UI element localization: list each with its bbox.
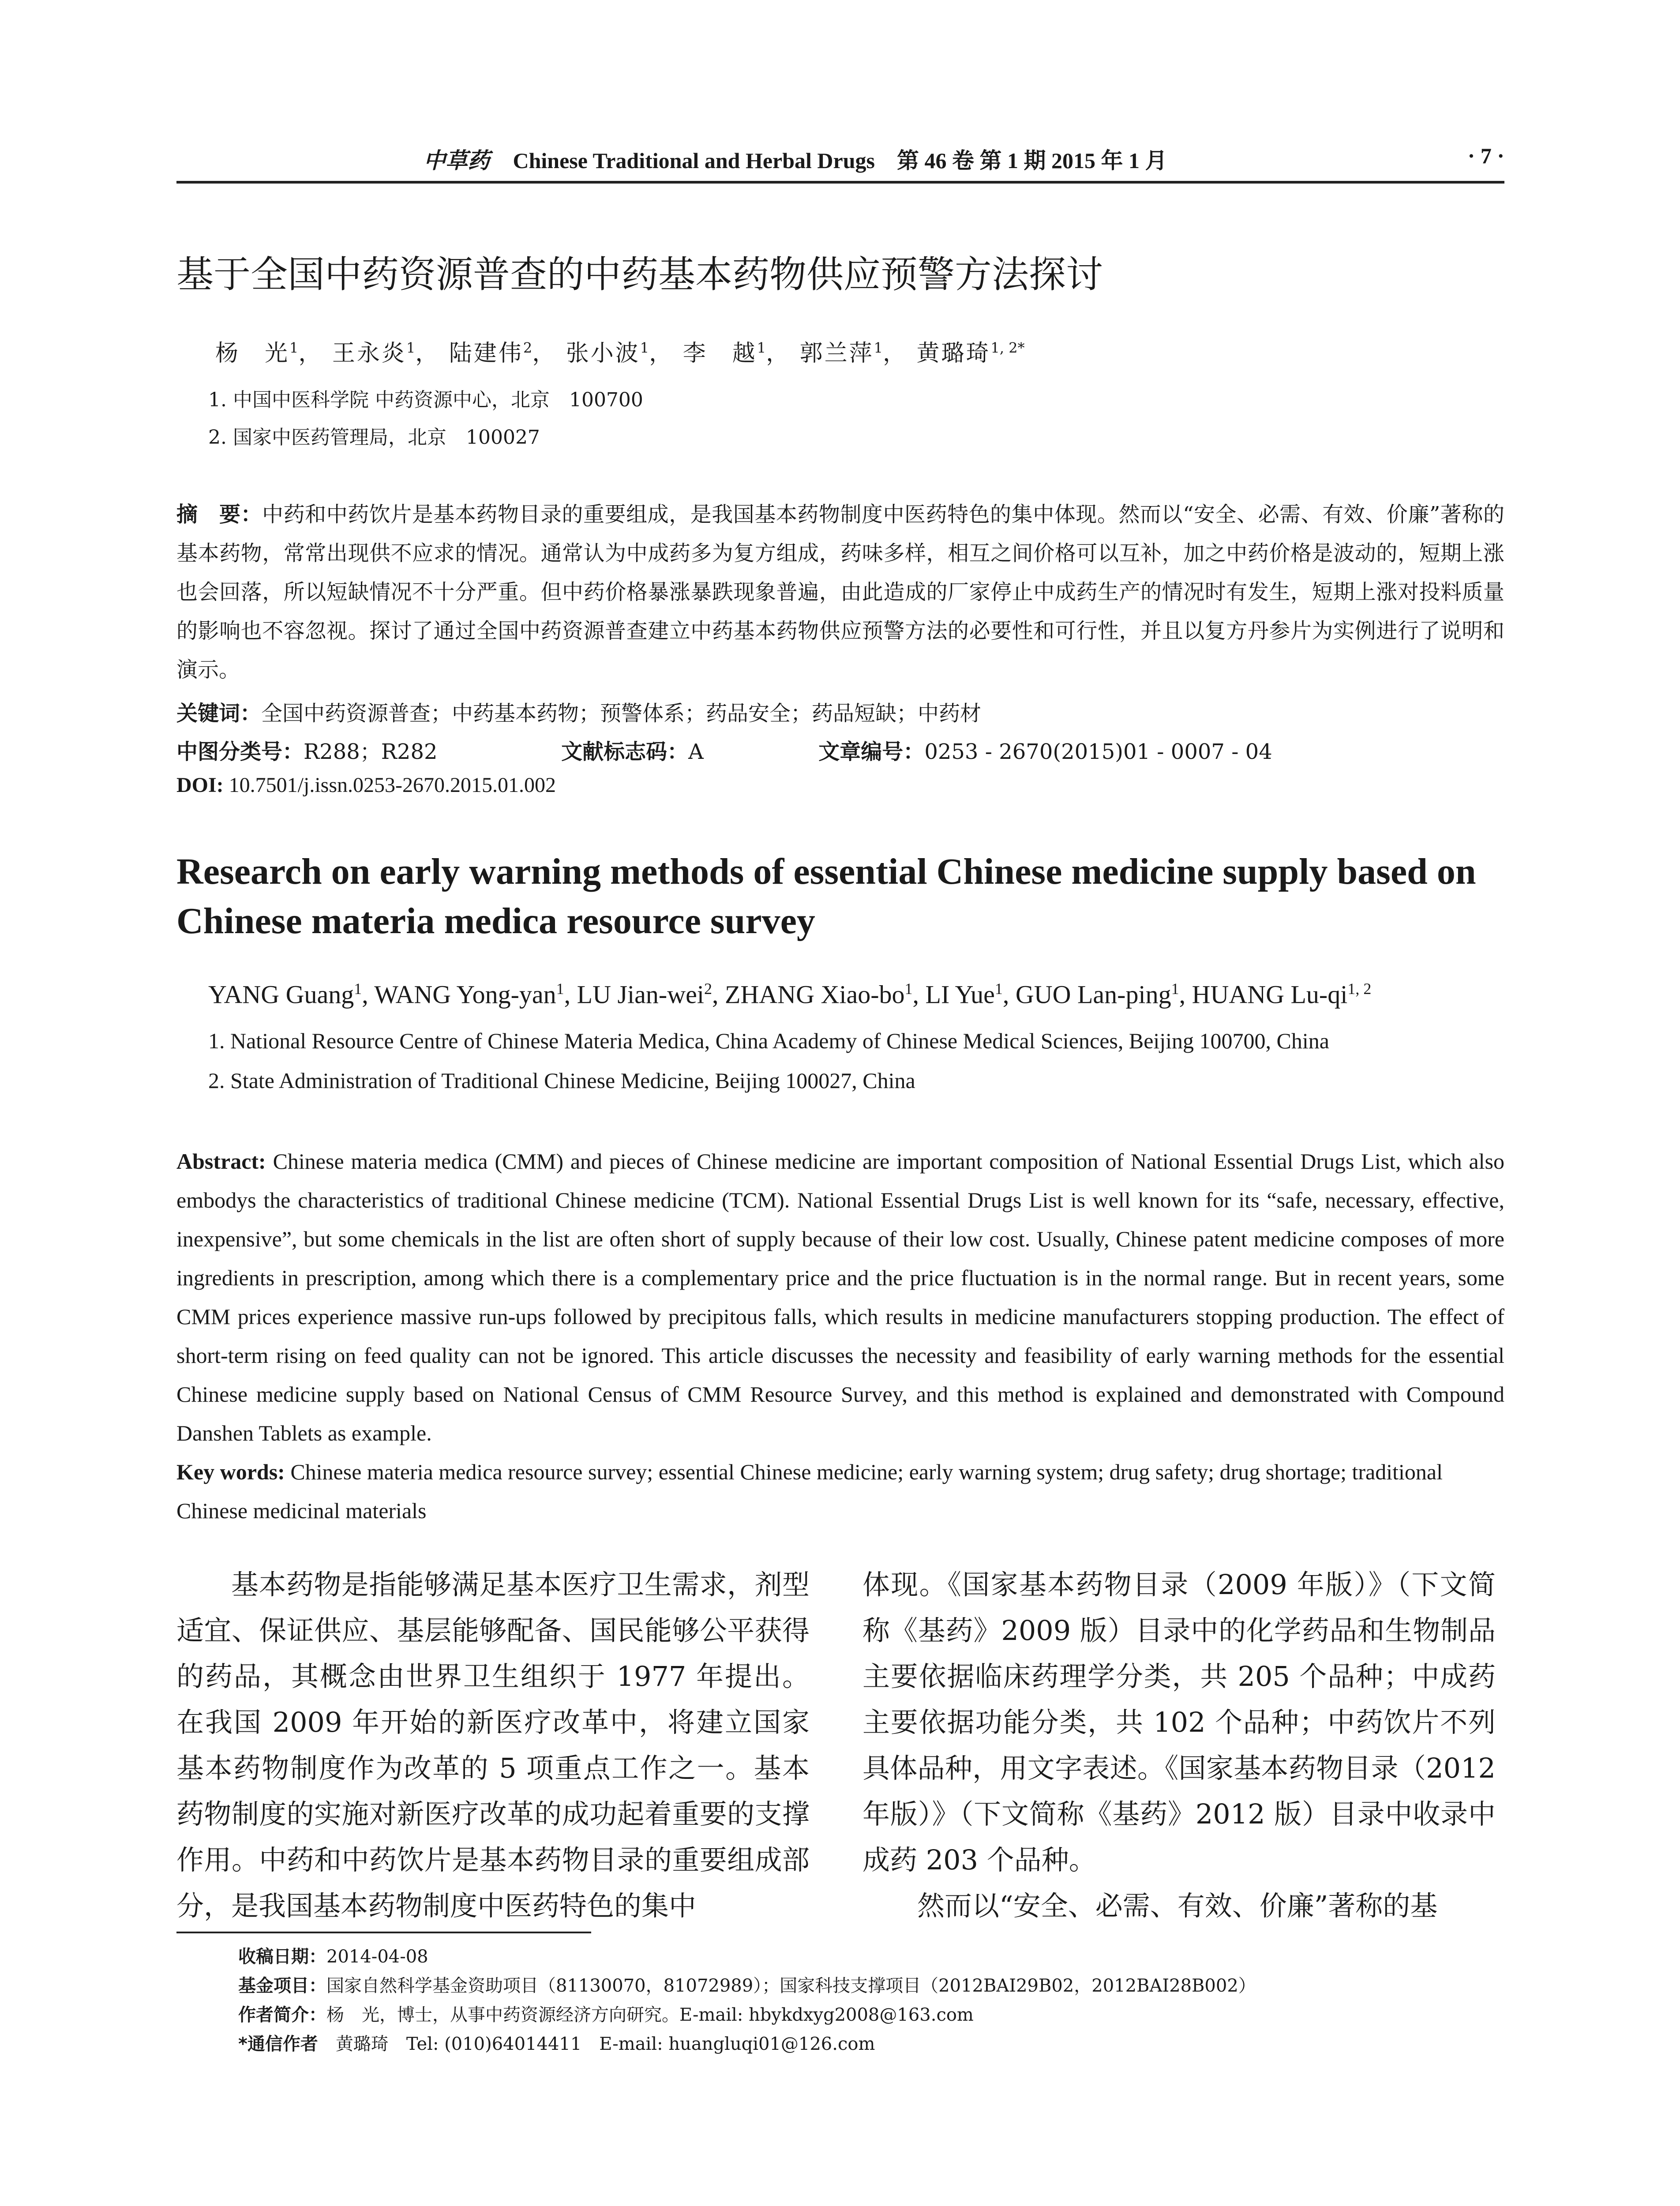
author-separator: ， <box>532 340 557 367</box>
author-affiliation-mark: 1 <box>874 339 883 356</box>
english-authors <box>208 979 1371 1009</box>
author-name: LU Jian-wei <box>577 980 704 1009</box>
corresponding-label: *通信作者 <box>238 2034 318 2054</box>
keywords-text: 全国中药资源普查；中药基本药物；预警体系；药品安全；药品短缺；中药材 <box>261 701 982 726</box>
chinese-affiliation-1: 1. 中国中医科学院 中药资源中心，北京 100700 <box>208 389 643 411</box>
article-no-label: 文章编号： <box>818 739 925 764</box>
footnote-author <box>238 2000 1256 2030</box>
keywords-text: Chinese materia medica resource survey; essential Chinese medicine; early warning system; drug safety; drug shortage; traditional Chinese medicinal materials <box>176 1459 1443 1523</box>
english-title: Research on early warning methods of essential Chinese medicine supply based on Chinese materia medica resource survey <box>176 851 1476 942</box>
body-paragraph-left: 基本药物是指能够满足基本医疗卫生需求，剂型适宜、保证供应、基层能够配备、国民能够公平获得的药品，其概念由世界卫生组织于 1977 年提出。在我国 2009 年开始的新医疗改革中，将建立国家基本药物制度作为改革的 5 项重点工作之一。基本药物制度的实施对新医疗改革的成功起着重要的支撑作用。中药和中药饮片是基本药物目录的重要组成部分，是我国基本药物制度中医药特色的集中 <box>176 1568 810 1922</box>
abstract-text: 中药和中药饮片是基本药物目录的重要组成，是我国基本药物制度中医药特色的集中体现。然而以“安全、必需、有效、价廉”著称的基本药物，常常出现供不应求的情况。通常认为中成药多为复方组成，药味多样，相互之间价格可以互补，加之中药价格是波动的，短期上涨也会回落，所以短缺情况不十分严重。但中药价格暴涨暴跌现象普遍，由此造成的厂家停止中成药生产的情况时有发生，短期上涨对投料质量的影响也不容忽视。探讨了通过全国中药资源普查建立中药基本药物供应预警方法的必要性和可行性，并且以复方丹参片为实例进行了说明和演示。 <box>176 502 1504 682</box>
corresponding-value: 黄璐琦 Tel: (010)64014411 E-mail: huangluqi01@126.com <box>318 2034 875 2054</box>
body-paragraph: 体现。《国家基本药物目录（2009 年版）》（下文简称《基药》2009 版）目录中的化学药品和生物制品主要依据临床药理学分类，共 205 个品种；中成药主要依据功能分类，共 102 个品种；中药饮片不列具体品种，用文字表述。《国家基本药物目录（2012 年版）》（下文简称《基药》2012 版）目录中收录中成药 203 个品种。 <box>862 1568 1496 1876</box>
footnote-fund <box>238 1971 1256 2000</box>
footnote-rule <box>176 1932 591 1933</box>
clc-value: R288；R282 <box>304 739 438 764</box>
author-affiliation-mark: 1 <box>406 339 416 356</box>
doc-code-label: 文献标志码： <box>561 739 689 764</box>
english-abstract <box>176 1142 1504 1452</box>
author-separator: , <box>564 980 577 1009</box>
author-separator: ， <box>766 340 791 367</box>
fund-label: 基金项目： <box>238 1976 326 1996</box>
received-value: 2014-04-08 <box>326 1947 428 1967</box>
author-name: 王永炎 <box>332 340 406 367</box>
author-separator: ， <box>298 340 323 367</box>
author-name: GUO Lan-ping <box>1015 980 1171 1009</box>
author-affiliation-mark: 2 <box>523 339 532 356</box>
author-bio-value: 杨 光，博士，从事中药资源经济方向研究。E-mail: hbykdxyg2008@163.com <box>326 2005 974 2025</box>
author-affiliation-mark: 1 <box>556 980 564 998</box>
running-header <box>176 140 1504 184</box>
keywords-label: 关键词： <box>176 701 262 726</box>
clc-label: 中图分类号： <box>176 739 304 764</box>
keywords-label: Key words: <box>176 1459 285 1484</box>
doi-value: 10.7501/j.issn.0253-2670.2015.01.002 <box>229 773 556 797</box>
fund-value: 国家自然科学基金资助项目（81130070，81072989）；国家科技支撑项目（2012BAI29B02，2012BAI28B002） <box>326 1976 1256 1996</box>
author-separator: ， <box>649 340 674 367</box>
author-affiliation-mark: 1, 2 <box>1347 980 1372 998</box>
author-name: ZHANG Xiao-bo <box>724 980 905 1009</box>
author-separator: ， <box>415 340 440 367</box>
author-name: 李 越 <box>682 340 757 367</box>
author-name: 杨 光 <box>215 340 290 367</box>
author-separator: , <box>912 980 926 1009</box>
author-affiliation-mark: 1 <box>640 339 649 356</box>
author-name: 郭兰萍 <box>799 340 874 367</box>
author-affiliation-mark: 2 <box>704 980 712 998</box>
author-affiliation-mark: 1 <box>1171 980 1179 998</box>
classification-line <box>176 735 1272 765</box>
page-number: · 7 · <box>1467 143 1504 168</box>
doi-line <box>176 773 556 797</box>
body-column-right <box>862 1562 1496 1929</box>
doi-label: DOI: <box>176 773 224 797</box>
english-affiliation-1: 1. National Resource Centre of Chinese Materia Medica, China Academy of Chinese Medical Sciences, Beijing 100700, China <box>208 1028 1329 1053</box>
english-keywords <box>176 1452 1504 1530</box>
author-name: 黄璐琦 <box>916 340 991 367</box>
chinese-authors <box>215 334 1025 368</box>
footnote-received <box>238 1942 1256 1971</box>
abstract-label: 摘 要： <box>176 502 262 527</box>
author-affiliation-mark: 1 <box>904 980 913 998</box>
article-no-value: 0253 - 2670(2015)01 - 0007 - 04 <box>924 739 1272 764</box>
chinese-keywords <box>176 696 981 727</box>
author-name: WANG Yong-yan <box>374 980 556 1009</box>
author-separator: , <box>1002 980 1016 1009</box>
footnotes <box>238 1942 1256 2059</box>
author-affiliation-mark: 1, 2* <box>990 339 1025 356</box>
footnote-corresponding <box>238 2030 1256 2059</box>
chinese-affiliation-2: 2. 国家中医药管理局，北京 100027 <box>208 426 540 449</box>
abstract-label: Abstract: <box>176 1149 266 1174</box>
author-affiliation-mark: 1 <box>354 980 362 998</box>
author-bio-label: 作者简介： <box>238 2005 326 2025</box>
english-affiliation-2: 2. State Administration of Traditional Chinese Medicine, Beijing 100027, China <box>208 1068 915 1093</box>
received-label: 收稿日期： <box>238 1947 326 1967</box>
author-name: 张小波 <box>566 340 640 367</box>
author-separator: , <box>362 980 375 1009</box>
author-name: HUANG Lu-qi <box>1192 980 1348 1009</box>
author-separator: , <box>1179 980 1192 1009</box>
author-separator: , <box>712 980 725 1009</box>
chinese-title: 基于全国中药资源普查的中药基本药物供应预警方法探讨 <box>176 253 1103 296</box>
author-name: 陆建伟 <box>449 340 523 367</box>
author-affiliation-mark: 1 <box>289 339 299 356</box>
abstract-text: Chinese materia medica (CMM) and pieces of Chinese medicine are important composition of National Essential Drugs List, which also embodys the characteristics of traditional Chinese medicine (TCM). National Essential Drugs List is well known for its “safe, necessary, effective, inexpensive”, but some chemicals in the list are often short of supply because of their low cost. Usually, Chinese patent medicine composes of more ingredients in prescription, among which there is a complementary price and the price fluctuation is in the normal range. But in recent years, some CMM prices experience massive run-ups followed by precipitous falls, which results in medicine manufacturers stopping production. The effect of short-term rising on feed quality can not be ignored. This article discusses the necessity and feasibility of early warning methods for the essential Chinese medicine supply based on National Census of CMM Resource Survey, and this method is explained and demonstrated with Compound Danshen Tablets as example. <box>176 1149 1504 1445</box>
author-separator: ， <box>882 340 908 367</box>
author-affiliation-mark: 1 <box>994 980 1003 998</box>
journal-info <box>424 143 1167 175</box>
journal-line: Chinese Traditional and Herbal Drugs 第 46 卷 第 1 期 2015 年 1 月 <box>513 148 1167 173</box>
author-name: YANG Guang <box>208 980 354 1009</box>
author-name: LI Yue <box>925 980 995 1009</box>
chinese-abstract <box>176 495 1504 689</box>
author-affiliation-mark: 1 <box>757 339 766 356</box>
journal-logo: 中草药 <box>424 147 490 173</box>
body-paragraph: 然而以“安全、必需、有效、价廉”著称的基 <box>917 1890 1438 1922</box>
doc-code-value: A <box>688 739 704 764</box>
